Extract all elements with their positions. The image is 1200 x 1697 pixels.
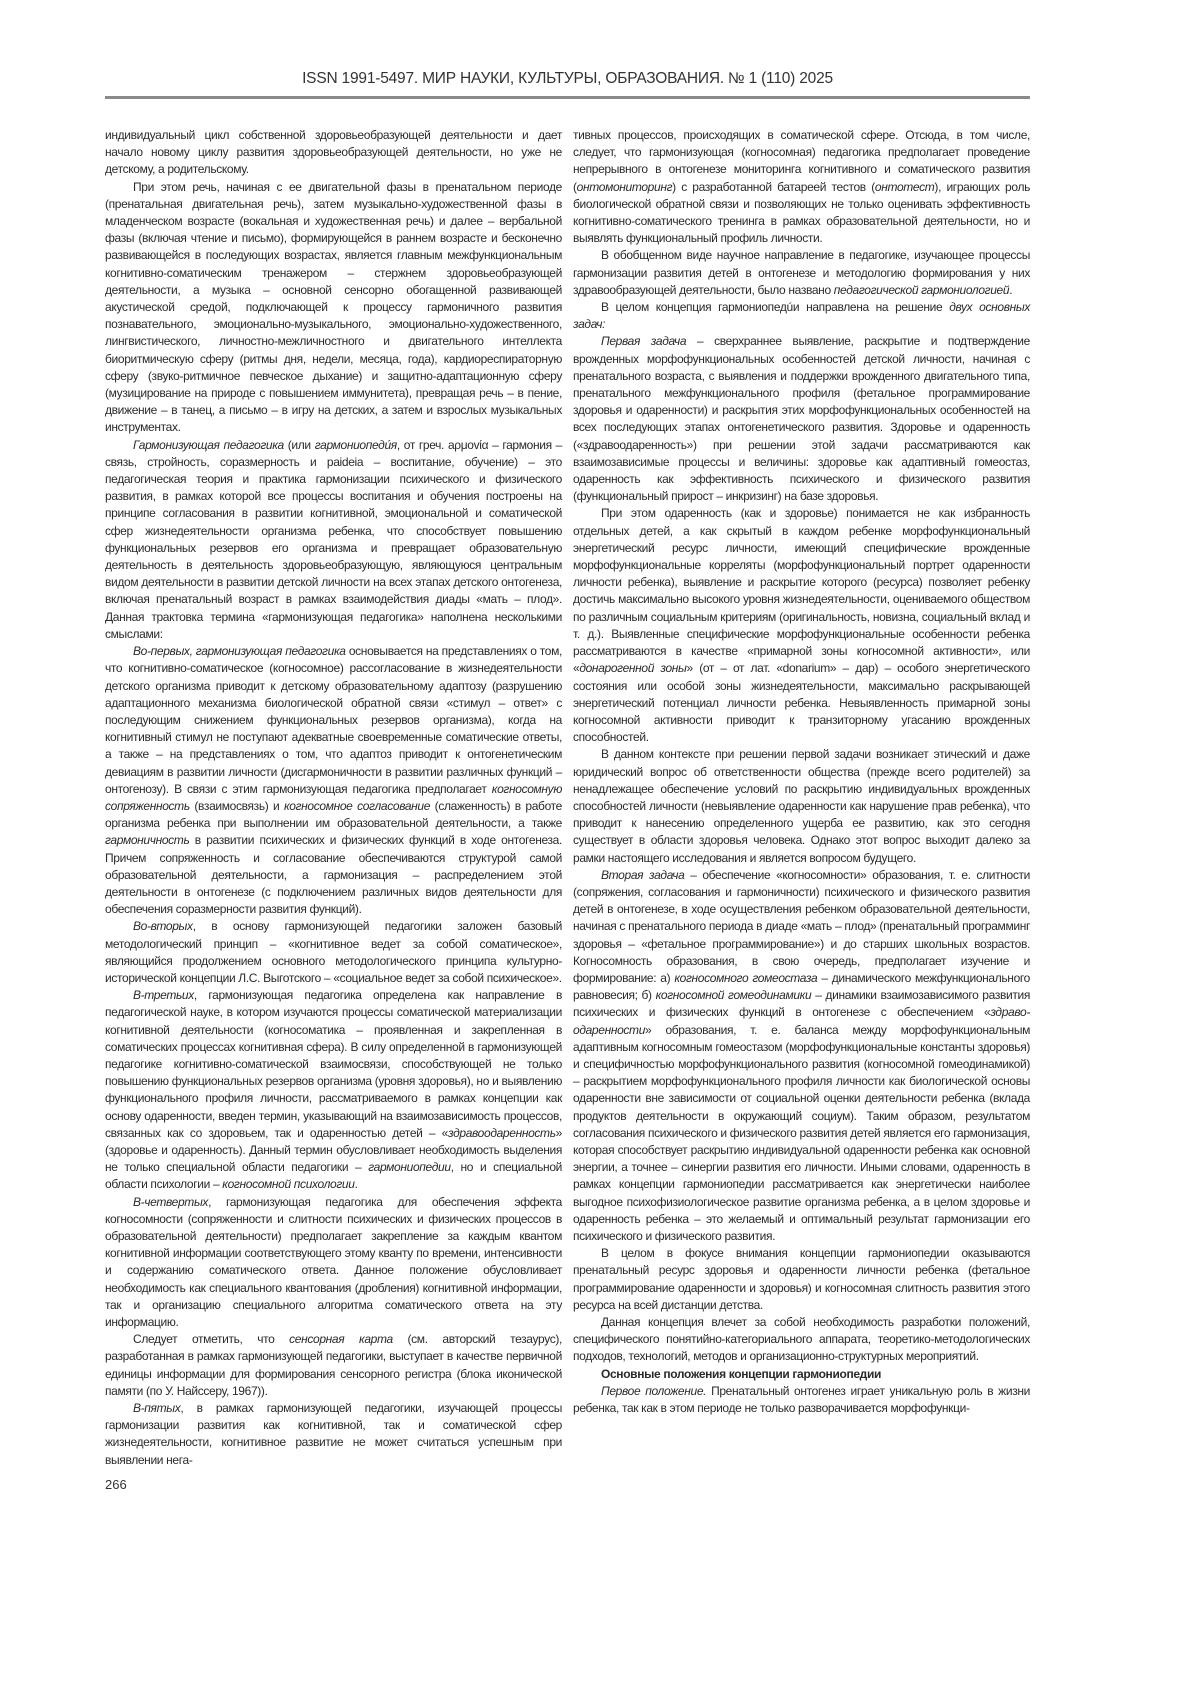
text-run: ) с разработанной батареей тестов ( <box>672 179 875 194</box>
italic-term: В-пятых <box>133 1401 181 1416</box>
italic-term: когносомной гомеодинамики <box>655 988 812 1003</box>
text-run: При этом речь, начиная с ее двигательной фазы в пренатальном периоде (пренатальная двигательная речь), затем музыкально-художественной фазы в младенческом возрасте (вокальная и художественная речь) и далее – вербальной фазы (включая чтение и письмо), формирующейся в раннем возрасте и бесконечно развивающейся в последующих возрастах, является главным межфункциональным когнитивно-соматическим тренажером – стержнем здоровьеобразующей деятельности, а музыка – основной сенсорно обогащенной развивающей акустической средой, подключающей к процессу гармоничного развития познавательного, эмоционально-музыкального, эмоционально-художественного, лингвистического, личностно-межличностного и двигательного интеллекта биоритмическую сферу (ритмы дня, недели, месяца, года), кардиореспираторную сферу (звуко-ритмичное певческое дыхание) и защитно-адаптационную сферу (музицирование на природе с повышением иммунитета), превращая речь – в пение, движение – в танец, а письмо – в игру на детских, а затем и взрослых музыкальных инструментах. <box>105 179 562 435</box>
text-run: Следует отметить, что <box>133 1332 290 1347</box>
italic-term: Во-вторых <box>133 919 193 934</box>
italic-term: Во-первых, гармонизующая педагогика <box>133 644 346 659</box>
page-number: 266 <box>105 1477 127 1492</box>
text-run: » образования, т. е. баланса между морфофункциональным адаптивным когносомным гомеостазом (морфофункциональные константы здоровья) и специфичностью морфофункционального развития (когносомной гомеодинамикой) – раскрытием морфофункционального профиля личности как биологической основы одаренности вне зависимости от социальной оценки деятельности ребенка (вклада продуктов деятельности в окружающий социум). Таким образом, результатом согласования психического и физического развития детей является его гармонизация, которая способствует раскрытию индивидуальной одаренности ребенка как основной энергии, а точнее – синергии развития его личности. Иными словами, одаренность в рамках концепции гармониопедии рассматривается как энергетически наиболее выгодное психофизиологическое развитие организма ребенка, а в целом здоровье и одаренность ребенка – это желаемый и оптимальный результат гармонизации его психического и физического развития. <box>573 1022 1030 1243</box>
text-run: » (от – от лат. «donarium» – дар) – особого энергетического состояния или особой зоны жизнедеятельности, максимально раскрывающей энергетический потенциал личности ребенка. Невыявленность примарной зоны когносомной активности приводит к транзиторному угасанию врожденных способностей. <box>573 661 1030 745</box>
text-run: – обеспечение «когносомности» образования, т. е. слитности (сопряжения, согласования и гармоничности) психического и физического развития детей в онтогенезе, в ходе осуществления ребенком образовательной деятельности, начиная с пренатального периода в диаде «мать – плод» (пренатальный программинг здоровья – «фетальное программирование») и до старших школьных возрастов. Когносомность образования, в свою очередь, предполагает изучение и формирование: а) <box>573 867 1030 985</box>
text-run: , гармонизующая педагогика определена как направление в педагогической науке, в котором изучаются процессы соматической материализации когнитивной деятельности (когносоматика – проявленная и закрепленная в соматических процессах когнитивная сфера). В силу определенной в гармонизующей педагогике когнитивно-соматической взаимосвязи, способствующей не только повышению функциональных резервов организма (уровня здоровья), но и выявлению функционального профиля личности, рассматриваемого в рамках концепции как основу одаренности, введен термин, указывающий на взаимозависимость процессов, связанных как со здоровьем, так и одаренностью детей – « <box>105 988 562 1140</box>
italic-term: Гармонизующая педагогика <box>133 437 284 452</box>
right-column <box>573 127 1030 1417</box>
paragraph <box>573 127 1030 247</box>
paragraph <box>573 333 1030 505</box>
text-run: . <box>354 1177 358 1192</box>
text-run: При этом одаренность (как и здоровье) понимается не как избранность отдельных детей, а как скрытый в каждом ребенке морфофункциональный энергетический ресурс личности, имеющий специфические врожденные морфофункциональные корреляты (морфофункциональный портрет одаренности личности ребенка), выявление и раскрытие которого (ресурса) позволяет ребенку достичь максимально высокого уровня жизнедеятельности, оцениваемого обществом по различным социальным критериям (оригинальность, новизна, социальный вклад и т. д.). Выявленные специфические морфофункциональные особенности ребенка рассматриваются в качестве «примарной зоны когносомной активности», или « <box>573 506 1030 676</box>
italic-term: онтомониторинг <box>576 179 673 194</box>
italic-term: Первая задача <box>601 334 687 349</box>
text-run: Основные положения концепции гармониопедии <box>601 1366 881 1381</box>
italic-term: педагогической гармониологией <box>833 282 1010 297</box>
text-run: , в рамках гармонизующей педагогики, изучающей процессы гармонизации развития как когнитивной, так и соматической сфер жизнедеятельности, когнитивное развитие не может считаться успешным при выявлении нега- <box>105 1401 562 1467</box>
italic-term: когносомного гомеостаза <box>674 970 818 985</box>
text-run: В данном контексте при решении первой задачи возникает этический и даже юридический вопрос об ответственности общества (прежде всего родителей) за ненадлежащее обеспечение условий по раскрытию индивидуальных врожденных способностей личности (невыявление одаренности как нарушение прав ребенка), что приводит к нанесению определенного ущерба ее развитию, как это сегодня существует в области здоровья человека. Однако этот вопрос выходит далеко за рамки настоящего исследования и является вопросом будущего. <box>573 747 1030 865</box>
italic-term: когносомной психологии <box>222 1177 355 1192</box>
text-run: » (здоровье и одаренность). Данный термин обусловливает необходимость выделения не только специальной области педагогики – <box>105 1125 562 1175</box>
text-run: , в основу гармонизующей педагогики заложен базовый методологический принцип – «когнитивное ведет за собой соматическое», являющийся продолжением основного методологического принципа культурно-исторической концепции Л.С. Выготского – «социальное ведет за собой психическое». <box>105 919 562 985</box>
italic-term: Первое положение. <box>601 1383 707 1398</box>
paragraph <box>573 299 1030 333</box>
text-run: в развитии психических и физических функций в ходе онтогенеза. Причем сопряженность и согласование обеспечиваются структурой самой образовательной деятельности, а гармонизация – распределением этой деятельности в онтогенезе (с подключением различных видов деятельности для обеспечения соразмерности развития функций). <box>105 833 562 917</box>
italic-term: когносомную сопряженность <box>105 781 562 813</box>
italic-term: здравоодаренность <box>448 1125 556 1140</box>
paragraph <box>105 1400 562 1469</box>
text-run: , от греч. aρμovία – гармония – связь, стройность, соразмерность и paideia – воспитание, обучение) – это педагогическая теория и практика гармонизации психического и физического развития, в рамках которой все процессы воспитания и обучения построены на принципе согласования в развитии когнитивной, эмоциональной и соматической сфер жизнедеятельности организма ребенка, что способствует повышению функциональных резервов его организма и превращает образовательную деятельность в деятельность здоровьеобразующую, являющуюся центральным видом деятельности в развитии детской личности на всех этапах детского онтогенеза, включая пренатальный возраст в рамках взаимодействия диады «мать – плод». Данная трактовка термина «гармонизующая педагогика» наполнена несколькими смыслами: <box>105 437 562 641</box>
section-heading <box>573 1366 1030 1383</box>
paragraph <box>105 1194 562 1332</box>
text-run: ), играющих роль биологической обратной связи и позволяющих не только оценивать эффективность когнитивно-соматического тренинга в рамках образовательной деятельности, но и выявлять функциональный профиль личности. <box>573 179 1030 246</box>
italic-term: донарогенной зоны <box>579 661 687 676</box>
paragraph <box>573 247 1030 299</box>
text-run: , но и специальной области психологии – <box>105 1160 562 1192</box>
paragraph <box>105 1331 562 1400</box>
header-divider <box>105 96 1030 99</box>
text-run: Данная концепция влечет за собой необходимость разработки положений, специфического понятийно-категориального аппарата, теоретико-методологических подходов, технологий, методов и организационно-структурных мероприятий. <box>573 1315 1030 1364</box>
italic-term: когносомное согласование <box>283 798 431 813</box>
text-run: тивных процессов, происходящих в соматической сфере. Отсюда, в том числе, следует, что гармонизующая (когносомная) педагогика предполагает проведение непрерывного в онтогенезе мониторинга когнитивного и соматического развития ( <box>573 128 1030 194</box>
italic-term: В-четвертых <box>133 1194 209 1209</box>
italic-term: гармоничность <box>105 833 190 848</box>
text-run: Пренатальный онтогенез играет уникальную роль в жизни ребенка, так как в этом периоде не только разворачивается морфофункци- <box>573 1383 1030 1416</box>
paragraph <box>573 1314 1030 1366</box>
italic-term: В-третьих <box>133 988 194 1003</box>
text-run: (см. авторский тезаурус), разработанная в рамках гармонизующей педагогики, выступает в качестве первичной единицы информации для формирования сенсорного регистра (блока иконической памяти (по У. Найссеру, 1967)). <box>105 1332 562 1398</box>
left-column <box>105 127 562 1469</box>
paragraph <box>105 437 562 643</box>
text-run: , гармонизующая педагогика для обеспечения эффекта когносомности (сопряженности и слитности психических и физических процессов в образовательной деятельности) предполагает закрепление за каждым квантом когнитивной информации соответствующего этому кванту по времени, интенсивности и содержанию соматического ответа. Данное положение обусловливает необходимость как специального квантования (дробления) когнитивной информации, так и организацию специального алгоритма соматического ответа на эту информацию. <box>105 1194 562 1330</box>
text-run: – динамики взаимозависимого развития психических и физических функций в онтогенезе с обеспечением « <box>573 988 1031 1020</box>
italic-term: здраво-одаренности <box>573 1005 1030 1037</box>
text-run: В целом концепция гармониопедúи направлена на решение <box>601 300 950 315</box>
paragraph <box>573 1245 1030 1314</box>
italic-term: Вторая задача <box>601 867 685 882</box>
paragraph <box>105 179 562 437</box>
text-run: . <box>1009 282 1013 297</box>
text-run: (или <box>283 437 315 452</box>
text-run: основывается на представлениях о том, что когнитивно-соматическое (когносомное) рассогласование в жизнедеятельности детского организма приводит к детскому образовательному адаптозу (разрушению адаптационного механизма биологической обратной связи «стимул – ответ» с последующим снижением функциональных резервов организма), когда на когнитивный стимул не поступают адекватные своевременные соматические ответы, а также – на представлениях о том, что адаптоз приводит к онтогенетическим девиациям в развитии личности (дисгармоничности в развитии различных функций – онтогенозу). В связи с этим гармонизующая педагогика предполагает <box>105 644 562 796</box>
paragraph <box>573 1383 1030 1417</box>
text-run: (взаимосвязь) и <box>189 798 284 813</box>
text-run: индивидуальный цикл собственной здоровьеобразующей деятельности и дает начало новому циклу развития здоровьеобразующей деятельности, но уже не детскому, а родительскому. <box>105 128 562 177</box>
journal-header: ISSN 1991-5497. МИР НАУКИ, КУЛЬТУРЫ, ОБРАЗОВАНИЯ. № 1 (110) 2025 <box>302 70 833 87</box>
paragraph <box>105 127 562 179</box>
text-run: – сверхраннее выявление, раскрытие и подтверждение врожденных морфофункциональных особенностей детской личности, начиная с пренатального возраста, с выявления и поддержки врожденного двигательного типа, пренатального межфункционального профиля (фетальное программирование здоровья и одаренности) и раскрытия этих морфофункциональных особенностей на всех последующих этапах онтогенетического развития. Здоровье и одаренность («здравоодаренность») при решении этой задачи рассматриваются как взаимозависимые процессы и величины: здоровье как адаптивный гомеостаз, одаренность как эффективность психического и физического развития (функциональный прирост – инкризинг) на базе здоровья. <box>573 334 1030 504</box>
paragraph <box>573 746 1030 866</box>
text-run: – динамического межфункционального равновесия; б) <box>573 970 1030 1003</box>
text-run: (слаженность) в работе организма ребенка при выполнении им образовательной деятельности, а также <box>105 798 562 831</box>
italic-term: онтотест <box>874 179 935 194</box>
italic-term: гармониопедúя <box>314 437 397 452</box>
paragraph <box>573 867 1030 1245</box>
paragraph <box>573 505 1030 746</box>
italic-term: сенсорная карта <box>289 1332 393 1347</box>
text-run: В целом в фокусе внимания концепции гармониопедии оказываются пренатальный ресурс здоровья и одаренности личности ребенка (фетальное программирование одаренности и здоровья) и когносомная слитность развития этого ресурса на всей дистанции детства. <box>573 1246 1030 1312</box>
text-run: В обобщенном виде научное направление в педагогике, изучающее процессы гармонизации развития детей в онтогенезе и методологию формирования у них здравообразующей деятельности, было названо <box>573 248 1030 297</box>
paragraph <box>105 918 562 987</box>
paragraph <box>105 643 562 918</box>
italic-term: гармониопедии <box>368 1160 451 1175</box>
italic-term: двух основных задач: <box>573 300 1030 332</box>
paragraph <box>105 987 562 1193</box>
